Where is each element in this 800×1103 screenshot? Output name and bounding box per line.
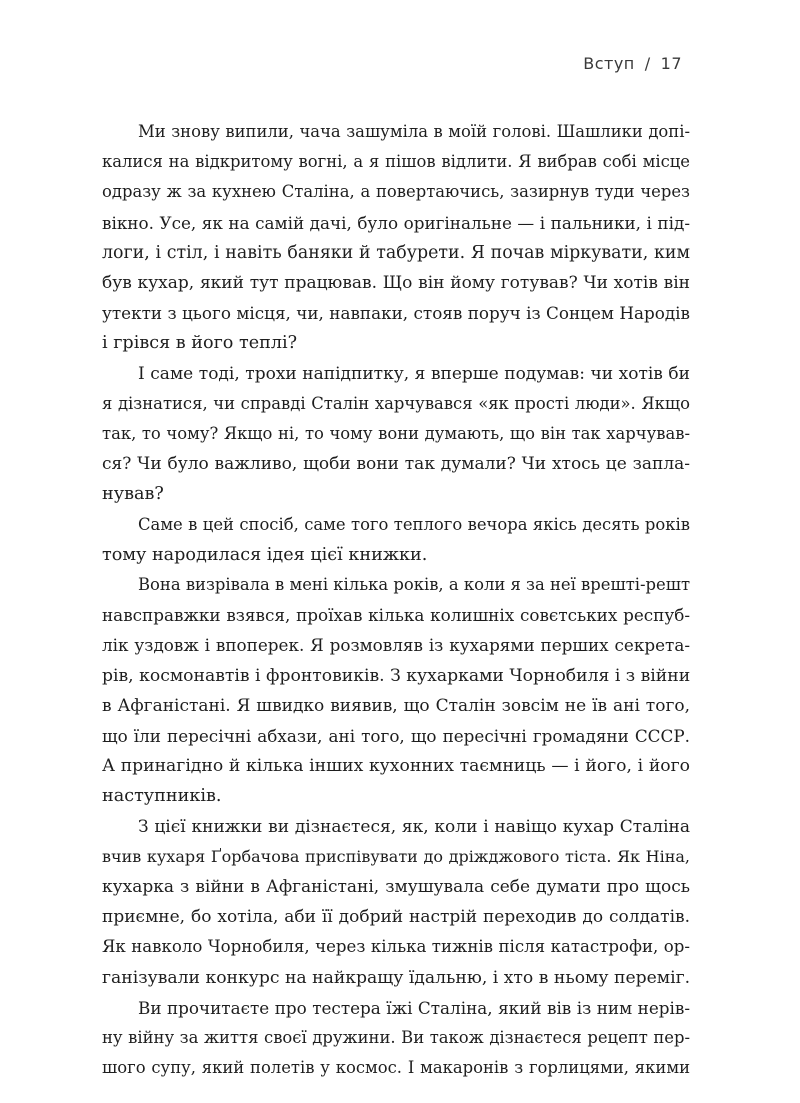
text-line: вчив кухаря Ґорбачова приспівувати до дріжджового тіста. Як Ніна,	[102, 846, 690, 866]
header-separator: /	[644, 54, 651, 73]
text-line: шого супу, який полетів у космос. І макаронів з горлицями, якими	[102, 1058, 690, 1078]
text-line: логи, і стіл, і навіть баняки й табурети. Я почав міркувати, ким	[102, 242, 690, 263]
text-line: нував?	[102, 484, 164, 505]
text-line: ганізували конкурс на найкращу їдальню, і хто в ньому переміг.	[102, 967, 691, 988]
text-line: одразу ж за кухнею Сталіна, а повертаючись, зазирнув туди через	[102, 182, 690, 202]
text-line: приємне, бо хотіла, аби її добрий настрій переходив до солдатів.	[102, 907, 690, 928]
text-line: ся? Чи було важливо, щоби вони так думали? Чи хтось це запла-	[102, 454, 690, 475]
text-line: навсправжки взявся, проїхав кілька колишніх совєтських респуб-	[102, 605, 690, 626]
paragraph	[102, 117, 690, 359]
page-number: 17	[660, 54, 682, 73]
running-header	[583, 54, 682, 73]
text-line: калися на відкритому вогні, а я пішов відлити. Я вибрав собі місце	[102, 152, 690, 172]
text-line: Ви прочитаєте про тестера їжі Сталіна, який вів із ним нерів-	[138, 997, 690, 1018]
text-line: лік уздовж і впоперек. Я розмовляв із кухарями перших секрета-	[102, 635, 690, 656]
text-line: я дізнатися, чи справді Сталін харчувався «як прості люди». Якщо	[102, 393, 690, 413]
text-line: Як навколо Чорнобиля, через кілька тижнів після катастрофи, ор-	[102, 937, 690, 957]
text-line: Ми знову випили, чача зашуміла в моїй голові. Шашлики допі-	[138, 122, 690, 141]
text-line: Вона визрівала в мені кілька років, а коли я за неї врешті-решт	[138, 575, 691, 595]
text-line: і грівся в його теплі?	[102, 333, 298, 354]
paragraph	[102, 812, 690, 993]
text-line: що їли пересічні абхази, ані того, що пересічні громадяни СССР.	[102, 726, 690, 747]
paragraph	[102, 570, 690, 812]
text-line: кухарка з війни в Афганістані, змушувала себе думати про щось	[102, 877, 690, 898]
text-line: тому народилася ідея цієї книжки.	[102, 544, 428, 565]
section-title: Вступ	[583, 54, 635, 73]
text-line: утекти з цього місця, чи, навпаки, стояв поруч із Сонцем Народів	[102, 303, 690, 324]
paragraph	[102, 510, 690, 570]
text-line: І саме тоді, трохи напідпитку, я вперше подумав: чи хотів би	[138, 363, 690, 384]
text-line: Саме в цей спосіб, саме того теплого вечора якісь десять років	[138, 514, 690, 534]
body-text	[102, 117, 690, 1084]
paragraph	[102, 993, 690, 1084]
text-line: А принагідно й кілька інших кухонних таємниць — і його, і його	[102, 756, 690, 777]
text-line: З цієї книжки ви дізнаєтеся, як, коли і навіщо кухар Сталіна	[138, 816, 690, 837]
text-line: ну війну за життя своєї дружини. Ви також дізнаєтеся рецепт пер-	[102, 1028, 690, 1048]
paragraph	[102, 359, 690, 510]
text-line: наступників.	[102, 786, 222, 807]
text-line: рів, космонавтів і фронтовиків. З кухарками Чорнобиля і з війни	[102, 665, 691, 686]
text-line: в Афганістані. Я швидко виявив, що Сталін зовсім не їв ані того,	[102, 695, 690, 716]
text-line: вікно. Усе, як на самій дачі, було оригінальне — і пальники, і під-	[102, 212, 690, 233]
text-line: так, то чому? Якщо ні, то чому вони думають, що він так харчував-	[102, 424, 690, 444]
text-line: був кухар, який тут працював. Що він йому готував? Чи хотів він	[102, 273, 690, 294]
